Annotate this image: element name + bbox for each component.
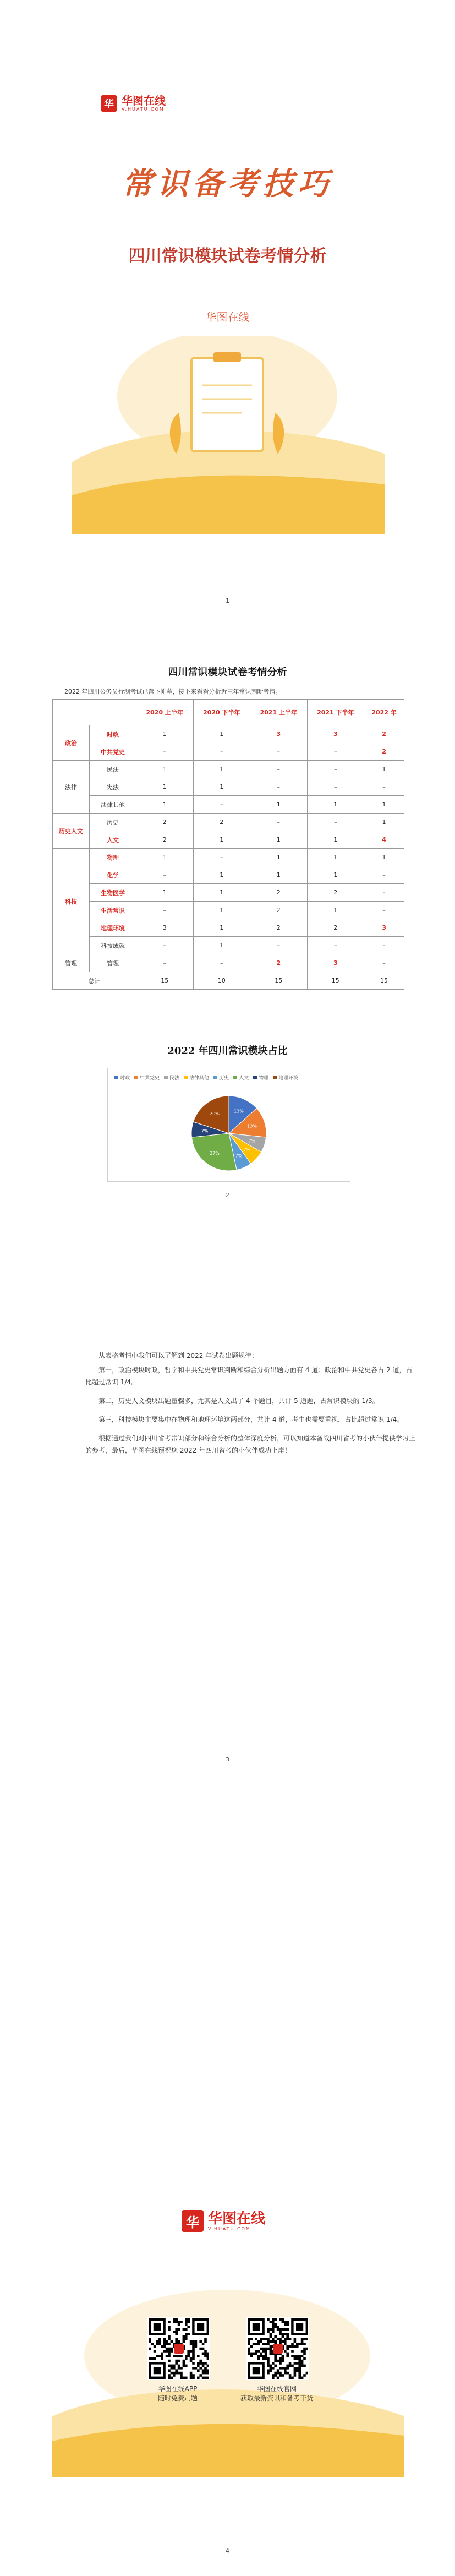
table-topic-cell: 民法: [90, 761, 136, 778]
pie-slice-label: 13%: [234, 1109, 244, 1114]
table-value-cell: –: [364, 937, 404, 954]
table-header-cell: 2020 上半年: [136, 700, 194, 725]
table-group-cell: 历史人文: [53, 814, 90, 849]
summary-paragraph: 根据通过我们对四川省考常识部分和综合分析的整体深度分析，可以知道本备战四川省考的小伙伴提供学习上的参考，最后，华图在线预祝您 2022 年四川省考的小伙伴成功上岸！: [85, 1434, 416, 1454]
qr-app-caption: [128, 2384, 227, 2403]
table-value-cell: 2: [193, 814, 250, 831]
table-value-cell: 1: [364, 814, 404, 831]
pie-slice-label: 7%: [248, 1138, 256, 1144]
table-value-cell: 2: [250, 954, 308, 972]
table-corner-cell: [53, 700, 136, 725]
table-row: [53, 831, 404, 849]
huatu-logo: [101, 95, 166, 112]
table-row: [53, 866, 404, 884]
table-value-cell: 3: [250, 725, 308, 743]
table-value-cell: 1: [364, 849, 404, 866]
table-header-cell: 2022 年: [364, 700, 404, 725]
qr-code-app: [147, 2317, 210, 2380]
table-value-cell: 1: [136, 725, 194, 743]
table-value-cell: –: [307, 743, 364, 761]
table-total-row: [53, 972, 404, 990]
pie-slice-label: 13%: [247, 1123, 257, 1129]
table-topic-cell: 法律其他: [90, 796, 136, 814]
table-value-cell: –: [364, 902, 404, 919]
table-header-cell: 2021 上半年: [250, 700, 308, 725]
table-value-cell: 1: [193, 778, 250, 796]
table-value-cell: 2: [307, 884, 364, 902]
pie-chart: [108, 1068, 350, 1181]
table-value-cell: 1: [136, 761, 194, 778]
pie-slice-label: 27%: [210, 1150, 220, 1156]
legend-label: 民法: [169, 1076, 180, 1081]
logo-name: 华图在线: [208, 2210, 266, 2227]
table-value-cell: –: [193, 954, 250, 972]
table-value-cell: 1: [250, 796, 308, 814]
table-value-cell: 2: [364, 743, 404, 761]
table-row: [53, 761, 404, 778]
page-number: 4: [226, 2547, 229, 2555]
table-value-cell: –: [364, 954, 404, 972]
qr-app-caption-line2: 随时免费刷题: [157, 2394, 198, 2402]
page-number: 2: [226, 1192, 229, 1199]
table-value-cell: 1: [193, 902, 250, 919]
table-total-cell: 15: [364, 972, 404, 990]
legend-label: 历史: [219, 1076, 229, 1081]
table-value-cell: 1: [193, 937, 250, 954]
table-topic-cell: 生活常识: [90, 902, 136, 919]
qr-website-caption-line2: 获取最新资讯和备考干货: [240, 2394, 313, 2402]
table-value-cell: –: [250, 814, 308, 831]
chart-title: 2022 年四川常识模块占比: [167, 1045, 288, 1057]
table-value-cell: 1: [193, 831, 250, 849]
huatu-logo: [182, 2210, 265, 2232]
logo-name: 华图在线: [122, 94, 166, 107]
table-value-cell: 1: [136, 849, 194, 866]
table-value-cell: 1: [136, 884, 194, 902]
table-total-cell: 15: [307, 972, 364, 990]
logo-mark-icon: 华: [101, 95, 117, 112]
table-row: [53, 919, 404, 937]
logo-mark-icon: 华: [182, 2210, 204, 2232]
table-value-cell: –: [307, 778, 364, 796]
table-value-cell: 1: [250, 831, 308, 849]
qr-app-caption-line1: 华图在线APP: [158, 2385, 198, 2393]
table-group-cell: 科技: [53, 849, 90, 954]
summary-page: [0, 1288, 455, 1932]
cover-page: [0, 0, 455, 644]
table-value-cell: –: [364, 866, 404, 884]
table-value-cell: –: [307, 761, 364, 778]
cover-board-clip: [213, 352, 241, 362]
page-number: 3: [226, 1756, 229, 1763]
table-row: [53, 725, 404, 743]
pie-slice-label: 7%: [201, 1128, 209, 1134]
qr-code-website: [246, 2317, 309, 2380]
table-topic-cell: 历史: [90, 814, 136, 831]
table-topic-cell: 时政: [90, 725, 136, 743]
table-value-cell: 2: [136, 831, 194, 849]
table-value-cell: –: [364, 884, 404, 902]
legend-label: 中共党史: [140, 1076, 160, 1081]
legend-label: 人文: [239, 1076, 249, 1081]
table-value-cell: 1: [307, 866, 364, 884]
table-value-cell: –: [307, 937, 364, 954]
table-topic-cell: 生物医学: [90, 884, 136, 902]
table-value-cell: 2: [364, 725, 404, 743]
logo-sub: V.HUATU.COM: [122, 107, 165, 112]
table-row: [53, 778, 404, 796]
summary-paragraph: 第二，历史人文模块出题量骤多，尤其是人文出了 4 个题目，共计 5 道题，占常识模块的 1/3。: [98, 1397, 379, 1405]
table-value-cell: 3: [307, 954, 364, 972]
table-value-cell: –: [364, 778, 404, 796]
qr-website-caption: [227, 2384, 326, 2403]
table-value-cell: –: [307, 814, 364, 831]
table-topic-cell: 物理: [90, 849, 136, 866]
summary-paragraph: 第一，政治模块时政，哲学和中共党史常识判断和综合分析出题方面有 4 道；政治和中共党史各占 2 道，占比超过常识 1/4。: [85, 1366, 413, 1386]
table-total-label: 总计: [53, 972, 136, 990]
table-row: [53, 937, 404, 954]
table-row: [53, 796, 404, 814]
table-total-cell: 15: [136, 972, 194, 990]
table-value-cell: –: [193, 796, 250, 814]
table-header-cell: 2021 下半年: [307, 700, 364, 725]
table-value-cell: 3: [307, 725, 364, 743]
table-topic-cell: 管理: [90, 954, 136, 972]
table-row: [53, 884, 404, 902]
table-total-cell: 15: [250, 972, 308, 990]
table-total-cell: 10: [193, 972, 250, 990]
table-value-cell: 1: [250, 849, 308, 866]
table-value-cell: –: [136, 866, 194, 884]
pie-slice-label: 7%: [235, 1153, 243, 1159]
table-value-cell: 1: [136, 778, 194, 796]
back-sand-front: [52, 2424, 404, 2477]
table-topic-cell: 地理环境: [90, 919, 136, 937]
table-value-cell: 3: [136, 919, 194, 937]
back-page: [0, 1932, 455, 2576]
table-topic-cell: 中共党史: [90, 743, 136, 761]
table-row: [53, 814, 404, 831]
cover-illustration: [0, 336, 455, 534]
table-value-cell: –: [250, 937, 308, 954]
analysis-page: [0, 644, 455, 1288]
table-value-cell: –: [136, 902, 194, 919]
table-value-cell: 1: [193, 725, 250, 743]
table-value-cell: 1: [193, 919, 250, 937]
back-illustration: [0, 2290, 455, 2521]
table-group-cell: 管理: [53, 954, 90, 972]
table-value-cell: 1: [307, 831, 364, 849]
logo-sub: V.HUATU.COM: [208, 2226, 251, 2231]
table-value-cell: 2: [136, 814, 194, 831]
table-value-cell: 3: [364, 919, 404, 937]
cover-brand: 华图在线: [205, 310, 250, 324]
table-value-cell: 1: [364, 761, 404, 778]
table-value-cell: –: [250, 778, 308, 796]
pie-slice-label: 20%: [210, 1111, 220, 1117]
table-topic-cell: 人文: [90, 831, 136, 849]
qr-app-icon: [149, 2318, 209, 2379]
legend-label: 法律其他: [189, 1076, 210, 1081]
table-value-cell: 1: [307, 849, 364, 866]
table-value-cell: –: [136, 954, 194, 972]
table-value-cell: –: [250, 743, 308, 761]
table-topic-cell: 科技成就: [90, 937, 136, 954]
analysis-title: 四川常识模块试卷考情分析: [168, 667, 287, 678]
table-value-cell: –: [136, 743, 194, 761]
analysis-intro: 2022 年四川公务员行测考试已落下帷幕，接下来看看分析近三年常识判断考情。: [64, 688, 282, 695]
legend-label: 物理: [259, 1076, 269, 1081]
table-value-cell: 1: [307, 796, 364, 814]
table-value-cell: –: [193, 743, 250, 761]
summary-paragraph: 第三，科技模块主要集中在物理和地理环境这两部分，共计 4 道，考生也需要重视，占比超过常识 1/4。: [98, 1416, 404, 1423]
table-topic-cell: 化学: [90, 866, 136, 884]
legend-label: 地理环境: [278, 1076, 299, 1081]
qr-website-icon: [248, 2318, 308, 2379]
page-number: 1: [226, 597, 229, 604]
table-value-cell: 1: [307, 902, 364, 919]
table-header-row: [53, 700, 404, 725]
table-value-cell: 2: [250, 919, 308, 937]
cover-subtitle: 四川常识模块试卷考情分析: [128, 247, 327, 266]
table-value-cell: 1: [193, 866, 250, 884]
qr-website-caption-line1: 华图在线官网: [256, 2385, 297, 2393]
exam-stats-table: [52, 699, 404, 990]
table-row: [53, 743, 404, 761]
table-value-cell: 2: [250, 902, 308, 919]
table-value-cell: 1: [250, 866, 308, 884]
table-value-cell: 1: [136, 796, 194, 814]
table-value-cell: 2: [250, 884, 308, 902]
pie-slice-label: 7%: [243, 1147, 251, 1153]
cover-board: [191, 358, 263, 451]
summary-paragraph: 从表格考情中我们可以了解到 2022 年试卷出题规律：: [98, 1352, 259, 1360]
pie-chart-box: [107, 1068, 350, 1182]
table-row: [53, 849, 404, 866]
table-value-cell: 1: [193, 761, 250, 778]
table-topic-cell: 宪法: [90, 778, 136, 796]
table-group-cell: 政治: [53, 725, 90, 761]
table-value-cell: –: [136, 937, 194, 954]
table-value-cell: 4: [364, 831, 404, 849]
table-row: [53, 954, 404, 972]
table-row: [53, 902, 404, 919]
cover-title: 常识备考技巧: [122, 166, 333, 202]
table-group-cell: 法律: [53, 761, 90, 814]
table-value-cell: 2: [307, 919, 364, 937]
table-header-cell: 2020 下半年: [193, 700, 250, 725]
summary-text: [85, 1350, 415, 1463]
legend-label: 时政: [120, 1076, 130, 1081]
table-value-cell: –: [250, 761, 308, 778]
table-value-cell: 1: [364, 796, 404, 814]
table-value-cell: –: [193, 849, 250, 866]
table-value-cell: 1: [193, 884, 250, 902]
